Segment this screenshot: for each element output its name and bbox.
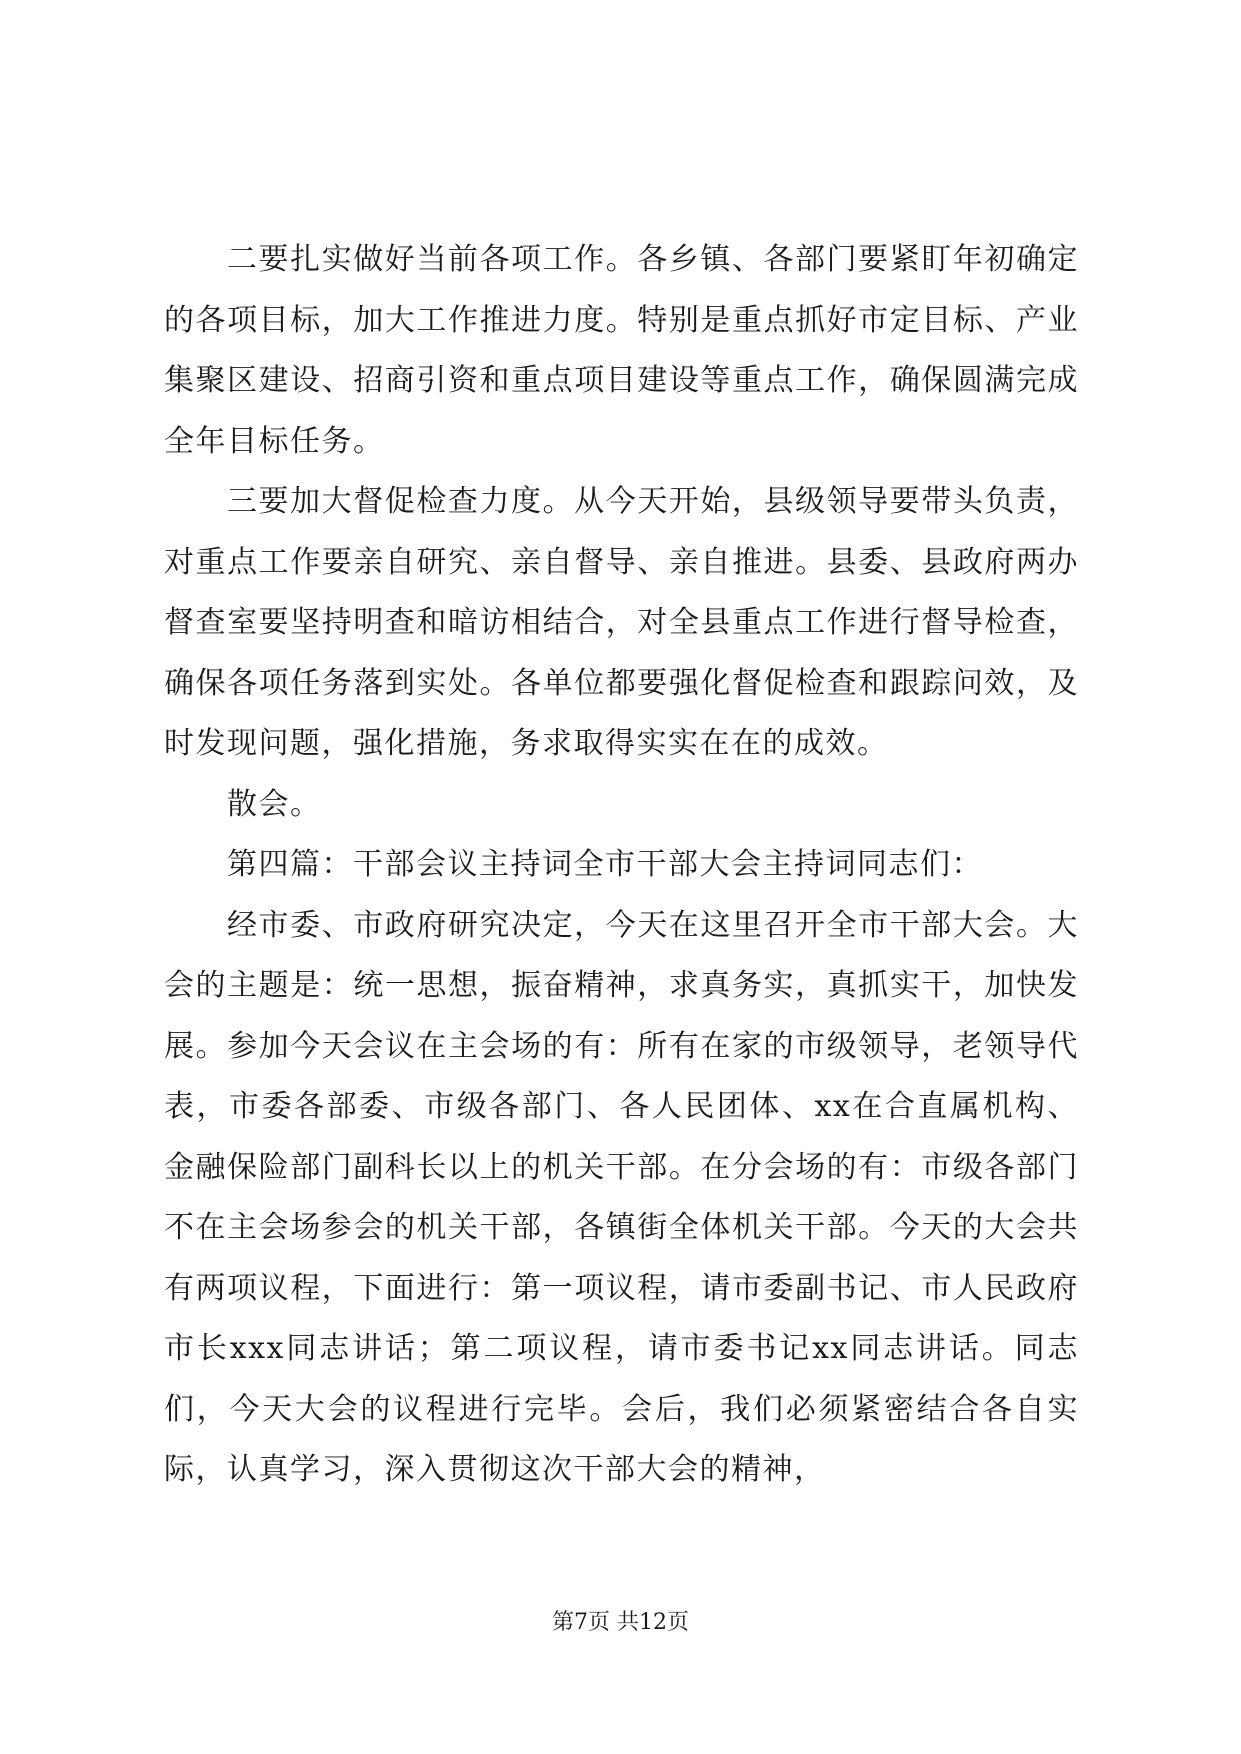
paragraph-supervision: 三要加大督促检查力度。从今天开始，县级领导要带头负责，对重点工作要亲自研究、亲自督导、亲自推进。县委、县政府两办督查室要坚持明查和暗访相结合，对全县重点工作进行督导检查，确保各项任务落到实处。各单位都要强化督促检查和跟踪问效，及时发现问题，强化措施，务求取得实实在在的成效。: [164, 484, 1079, 761]
body-text: [164, 230, 1079, 1501]
paragraph-work-tasks: 二要扎实做好当前各项工作。各乡镇、各部门要紧盯年初确定的各项目标，加大工作推进力度。特别是重点抓好市定目标、产业集聚区建设、招商引资和重点项目建设等重点工作，确保圆满完成全年目标任务。: [164, 242, 1079, 459]
paragraph-adjourn: 散会。: [227, 786, 322, 822]
page-number-footer: 第7页 共12页: [552, 1610, 689, 1635]
paragraph-cadre-meeting: 经市委、市政府研究决定，今天在这里召开全市干部大会。大会的主题是：统一思想，振奋精神，求真务实，真抓实干，加快发展。参加今天会议在主会场的有：所有在家的市级领导，老领导代表，市委各部委、市级各部门、各人民团体、xx在合直属机构、金融保险部门副科长以上的机关干部。在分会场的有：市级各部门不在主会场参会的机关干部，各镇街全体机关干部。今天的大会共有两项议程，下面进行：第一项议程，请市委副书记、市人民政府市长xxx同志讲话；第二项议程，请市委书记xx同志讲话。同志们，今天大会的议程进行完毕。会后，我们必须紧密结合各自实际，认真学习，深入贯彻这次干部大会的精神，: [164, 907, 1079, 1487]
paragraph-section-title: 第四篇：干部会议主持词全市干部大会主持词同志们：: [227, 847, 983, 882]
